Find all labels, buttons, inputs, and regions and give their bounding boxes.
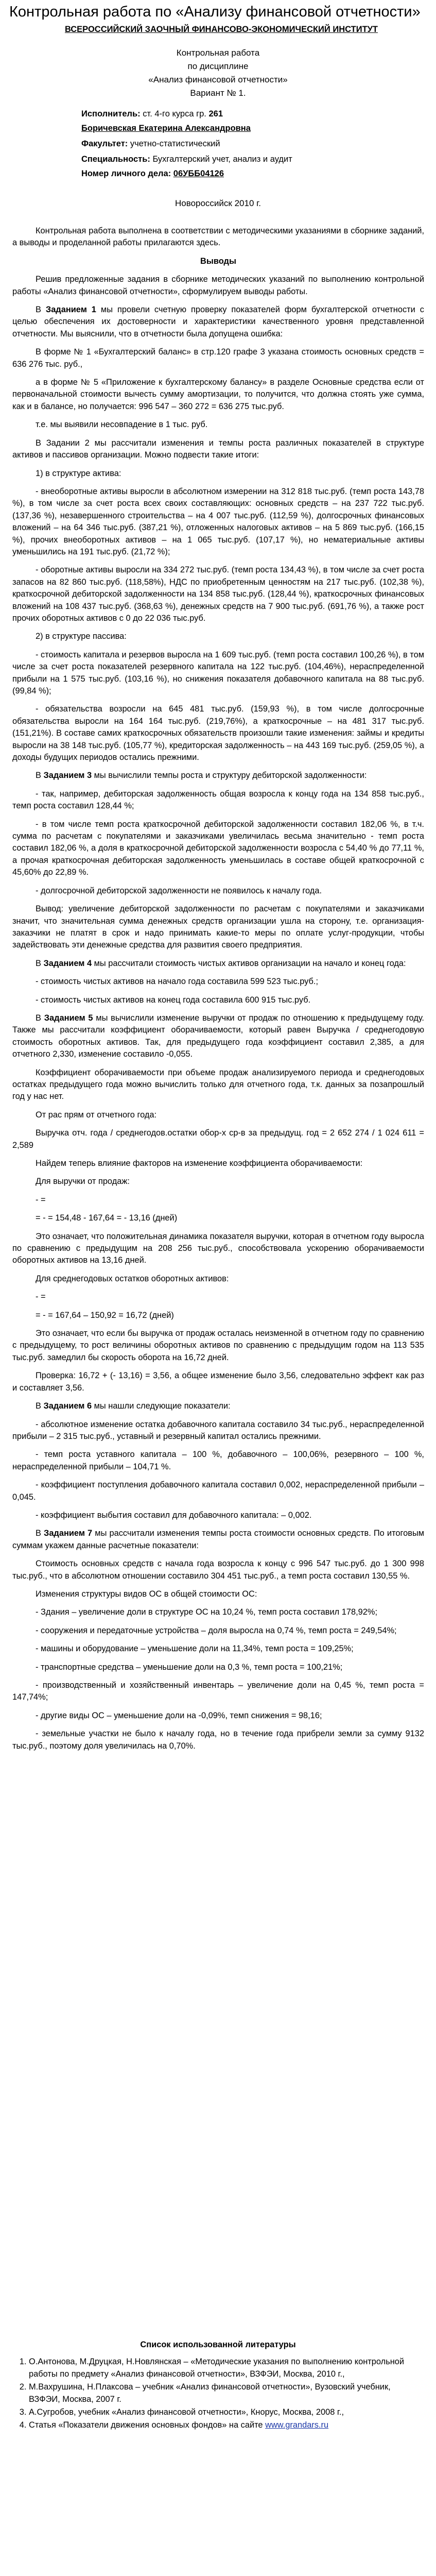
paragraph: Это означает, что если бы выручка от продаж осталась неизменной в отчетном году по сравнению с предыдущему, то рост величины оборотных активов по сравнению с предыдущим годом на 113 535 тыс.руб. замедлил бы скорость оборота на 16,72 дней. xyxy=(12,1329,424,1362)
discipline-label: по дисциплине xyxy=(187,61,249,71)
executor-group: 261 xyxy=(208,109,223,118)
faculty-value: учетно-статистический xyxy=(128,139,220,148)
paragraph: - другие виды ОС – уменьшение доли на -0,09%, темп снижения = 98,16; xyxy=(36,1710,322,1720)
grandars-link[interactable]: www.grandars.ru xyxy=(265,2420,329,2430)
paragraph: - стоимость капитала и резервов выросла на 1 609 тыс.руб. (темп роста составил 100,26 %), в том числе за счет роста показателей резервного капитала на 122 тыс.руб. (104,46%), нераспределенной прибыли на 1 575 тыс.руб. (103,16 %), но снижения показателя добавочного капитала на 88 тыс.руб. (99,84 %); xyxy=(12,650,424,696)
faculty-line xyxy=(81,138,220,149)
paragraph-lead: В xyxy=(36,958,44,968)
paragraph: - внеоборотные активы выросли в абсолютном измерении на 312 818 тыс.руб. (темп роста 143,78 %), в том числе за счет роста всех своих составляющих: основных средств – на 237 722 тыс.руб. (137,36 %), незавершенного строительства – на 4 007 тыс.руб. (112,59 %), долгосрочных финансовых вложений – на 64 346 тыс.руб. (387,21 %), отложенных налоговых активов – на 5 869 тыс.руб. (166,15 %), прочих внеоборотных активов – на 1 065 тыс.руб. (107,17 %), но нематериальные активы уменьшились на 191 тыс.руб. (21,72 %); xyxy=(12,486,424,556)
paragraph-text: мы вычислили темпы роста и структуру дебиторской задолженности: xyxy=(92,771,367,781)
task-reference: Заданием 6 xyxy=(43,1401,92,1411)
paragraph: - в том числе темп роста краткосрочной дебиторской задолженности составил 182,06 %, в т.ч. сумма по расчетам с покупателями и заказчиками увеличилась весьма значительно - темп роста составил 182,06 %, а доля в краткосрочной дебиторской задолженности возросла с 54,40 % до 77,11 %, а прочая краткосрочная дебиторская задолженность уменьшилась в составе общей краткосрочной с 45,60% до 22,89 %. xyxy=(12,819,424,877)
paragraph-lead: В xyxy=(36,305,46,315)
bibliography-item xyxy=(29,2419,422,2431)
record-value: 06УББ04126 xyxy=(173,169,224,178)
specialty-label: Специальность: xyxy=(81,155,150,164)
paragraph: - стоимость чистых активов на конец года составила 600 915 тыс.руб. xyxy=(36,995,311,1005)
task-reference: Заданием 4 xyxy=(43,958,92,968)
paragraph xyxy=(12,1528,424,1552)
paragraph: - оборотные активы выросли на 334 272 тыс.руб. (темп роста 134,43 %), в том числе за счет роста запасов на 82 860 тыс.руб. (118,58%), НДС по приобретенным ценностям на 217 тыс.руб. (102,38 %), краткосрочной дебиторской задолженности на 134 858 тыс.руб. (128,44 %), краткосрочных финансовых вложений на 108 437 тыс.руб. (368,63 %), денежных средств на 7 900 тыс.руб. (691,76 %), а также рост прочих оборотных активов с 0 до 22 036 тыс.руб. xyxy=(12,565,424,623)
institution-name: ВСЕРОССИЙСКИЙ ЗАОЧНЫЙ ФИНАНСОВО-ЭКОНОМИЧЕСКИЙ ИНСТИТУТ xyxy=(64,25,378,34)
paragraph: - обязательства возросли на 645 481 тыс.руб. (159,93 %), в том числе долгосрочные обязательства выросли на 164 164 тыс.руб. (219,76%), а краткосрочные – на 481 317 тыс.руб. (151,21%). В составе самих краткосрочных обязательств произошли такие изменения: займы и кредиты выросли на 38 148 тыс.руб. (105,77 %), кредиторская задолженность – на 443 169 тыс.руб. (259,05 %), а доходы будущих периодов остались прежними. xyxy=(12,704,424,762)
paragraph: т.е. мы выявили несовпадение в 1 тыс. руб. xyxy=(36,420,208,430)
bibliography-item: 3. А.Сугробов, учебник «Анализ финансовой отчетности», Кнорус, Москва, 2008 г., xyxy=(29,2406,422,2418)
paragraph: - транспортные средства – уменьшение доли на 0,3 %, темп роста = 100,21%; xyxy=(36,1662,343,1672)
paragraph: - долгосрочной дебиторской задолженности не появилось к началу года. xyxy=(36,886,322,895)
paragraph: 2) в структуре пассива: xyxy=(36,632,127,641)
paragraph: - Здания – увеличение доли в структуре ОС на 10,24 %, темп роста составил 178,92%; xyxy=(36,1607,378,1617)
paragraph: - темп роста уставного капитала – 100 %, добавочного – 100,06%, резервного – 100 %, нераспределенной прибыли – 104,71 %. xyxy=(12,1450,424,1471)
paragraph: Изменения структуры видов ОС в общей стоимости ОС: xyxy=(36,1589,257,1599)
bibliography-heading: Список использованной литературы xyxy=(140,2340,296,2349)
bibliography-list xyxy=(0,2356,436,2431)
paragraph xyxy=(12,958,424,970)
task-reference: Заданием 3 xyxy=(43,771,92,781)
bibliography-item: 1. О.Антонова, М.Друцкая, Н.Новлянская – «Методические указания по выполнению контрольной работы по предмету «Анализ финансовой отчетности», ВЗФЭИ, Москва, 2010 г., xyxy=(29,2356,422,2380)
paragraph-lead: В xyxy=(36,1013,44,1023)
paragraph: Найдем теперь влияние факторов на изменение коэффициента оборачиваемости: xyxy=(36,1159,363,1168)
paragraph-lead: В xyxy=(36,1529,44,1538)
paragraph: Выручка отч. года / среднегодов.остатки обор-х ср-в за предыдущ. год = 2 652 274 / 1 024 611 = 2,589 xyxy=(12,1128,424,1150)
paragraph: = - = 154,48 - 167,64 = - 13,16 (дней) xyxy=(36,1213,178,1223)
paragraph xyxy=(12,1400,424,1412)
paragraph: Контрольная работа выполнена в соответствии с методическими указаниями в сборнике заданий, а выводы и проделанной работы прилагаются здесь. xyxy=(12,226,424,248)
student-name: Боричевская Екатерина Александровна xyxy=(81,124,251,133)
paragraph: - так, например, дебиторская задолженность общая возросла к концу года на 134 858 тыс.руб., темп роста составил 128,44 %; xyxy=(12,789,424,811)
paragraph: Это означает, что положительная динамика показателя выручки, которая в отчетном году выросла по сравнению с предыдущим на 208 256 тыс.руб., способствовала ускорению оборачиваемости оборотных активов на 13,16 дней. xyxy=(12,1231,424,1265)
paragraph: - коэффициент поступления добавочного капитала составил 0,002, нераспределенной прибыли – 0,045. xyxy=(12,1480,424,1502)
paragraph: 1) в структуре актива: xyxy=(36,468,121,478)
paragraph: Вывод: увеличение дебиторской задолженности по расчетам с покупателями и заказчиками значит, что значительная сумма денежных средств организации ушла на сторону, т.е. организация-заказчики не платят в срок и надо принимать какие-то меры по оплате услуг-продукции, чтобы задействовать эти денежные средства для развития своего предприятия. xyxy=(12,904,424,950)
paragraph xyxy=(12,304,424,340)
specialty-line xyxy=(81,154,292,165)
faculty-label: Факультет: xyxy=(81,139,128,148)
executor-value: ст. 4-го курса гр. xyxy=(140,109,209,118)
paragraph: - = xyxy=(36,1195,46,1205)
paragraph: Для среднегодовых остатков оборотных активов: xyxy=(36,1274,229,1283)
paragraph: В форме № 1 «Бухгалтерский баланс» в стр.120 графе 3 указана стоимость основных средств = 636 276 тыс. руб., xyxy=(12,347,424,369)
paragraph: - стоимость чистых активов на начало года составила 599 523 тыс.руб.; xyxy=(36,977,319,987)
paragraph-text: мы вычислили изменение выручки от продаж по отношению к предыдущему году. Также мы рассчитали коэффициент оборачиваемости, который равен Выручка / среднегодовую стоимость оборотных активов. Так, для предыдущего года коэффициент составил 2,385, а для отчетного 2,330, изменение составило -0,055. xyxy=(12,1013,424,1059)
paragraph-text: мы нашли следующие показатели: xyxy=(92,1401,231,1411)
task-reference: Заданием 5 xyxy=(44,1013,93,1023)
paragraph-text: мы рассчитали стоимость чистых активов организации на начало и конец года: xyxy=(92,958,406,968)
paragraph-lead: В xyxy=(36,1401,44,1411)
paragraph: = - = 167,64 – 150,92 = 16,72 (дней) xyxy=(36,1310,174,1320)
city-year: Новороссийск 2010 г. xyxy=(175,198,261,208)
paragraph: Стоимость основных средств с начала года возросла к концу с 996 547 тыс.руб. до 1 300 998 тыс.руб., что в абсолютном отношении составило 304 451 тыс.руб., а темп роста составил 130,55 %. xyxy=(12,1559,424,1581)
discipline-name: «Анализ финансовой отчетности» xyxy=(148,75,288,84)
paragraph: - производственный и хозяйственный инвентарь – увеличение доли на 0,45 %, темп роста = 147,74%; xyxy=(12,1681,424,1702)
report-body xyxy=(12,225,424,1758)
paragraph xyxy=(12,770,424,782)
paragraph: - сооружения и передаточные устройства – доля выросла на 0,74 %, темп роста = 249,54%; xyxy=(36,1625,397,1635)
paragraph: Проверка: 16,72 + (- 13,16) = 3,56, а общее изменение было 3,56, следовательно эффект как раз и составляет 3,56. xyxy=(12,1371,424,1393)
paragraph xyxy=(12,1012,424,1061)
bibliography-item: 2. М.Вахрушина, Н.Плаксова – учебник «Анализ финансовой отчетности», Вузовский учебник, ВЗФЭИ, Москва, 2007 г. xyxy=(29,2381,422,2405)
bibliography-item-text: Статья «Показатели движения основных фондов» на сайте xyxy=(29,2420,266,2430)
record-label: Номер личного дела: xyxy=(81,169,171,178)
paragraph-lead: В xyxy=(36,771,44,781)
executor-line xyxy=(81,108,223,120)
specialty-value: Бухгалтерский учет, анализ и аудит xyxy=(150,155,292,164)
document-title: Контрольная работа по «Анализу финансовой отчетности» xyxy=(9,4,421,20)
paragraph: Решив предложенные задания в сборнике методических указаний по выполнению контрольной работы «Анализ финансовой отчетности», сформулируем выводы работы. xyxy=(12,275,424,296)
paragraph: От рас прям от отчетного года: xyxy=(36,1110,157,1120)
paragraph: Коэффициент оборачиваемости при объеме продаж анализируемого периода и среднегодовых остатках предыдущего года можно вычислить только для отчетного года, т.к. данных за позапрошлый год у нас нет. xyxy=(12,1067,424,1101)
task-reference: Заданием 1 xyxy=(45,305,96,315)
paragraph: Для выручки от продаж: xyxy=(36,1177,130,1187)
paragraph: - земельные участки не было к началу года, но в течение года прибрели земли за сумму 9132 тыс.руб., поэтому доля увеличилась на 0,70%. xyxy=(12,1729,424,1751)
paragraph: - абсолютное изменение остатка добавочного капитала составило 34 тыс.руб., нераспределенной прибыли – 2 315 тыс.руб., уставный и резервный капитал остались прежними. xyxy=(12,1419,424,1441)
paragraph: - коэффициент выбытия составил для добавочного капитала: – 0,002. xyxy=(36,1510,312,1520)
work-type: Контрольная работа xyxy=(176,48,260,58)
task-reference: Заданием 7 xyxy=(44,1529,93,1538)
variant: Вариант № 1. xyxy=(190,88,246,98)
bibliography xyxy=(0,2339,436,2433)
paragraph-text: мы провели счетную проверку показателей форм бухгалтерской отчетности с целью обеспечения их достоверности и характеристики качественного уровня представленной отчетности. Мы выяснили, что в отчетности была допущена ошибка: xyxy=(12,305,424,338)
record-line xyxy=(81,168,224,179)
paragraph: В Задании 2 мы рассчитали изменения и темпы роста различных показателей в структуре активов и пассивов организации. Можно подвести такие итоги: xyxy=(12,438,424,460)
section-heading: Выводы xyxy=(200,256,236,266)
paragraph: а в форме № 5 «Приложение к бухгалтерскому балансу» в разделе Основные средства если от первоначальной стоимости вычесть сумму амортизации, то получится, что должна стоять уже сумма, как и в балансе, но получается: 996 547 – 360 272 = 636 275 тыс.руб. xyxy=(12,378,424,411)
paragraph: - = xyxy=(36,1292,46,1302)
paragraph-text: мы рассчитали изменения темпы роста стоимости основных средств. По итоговым суммам укажем данные расчетные показатели: xyxy=(12,1529,424,1550)
paragraph: - машины и оборудование – уменьшение доли на 11,34%, темп роста = 109,25%; xyxy=(36,1644,354,1654)
executor-label: Исполнитель: xyxy=(81,109,141,118)
